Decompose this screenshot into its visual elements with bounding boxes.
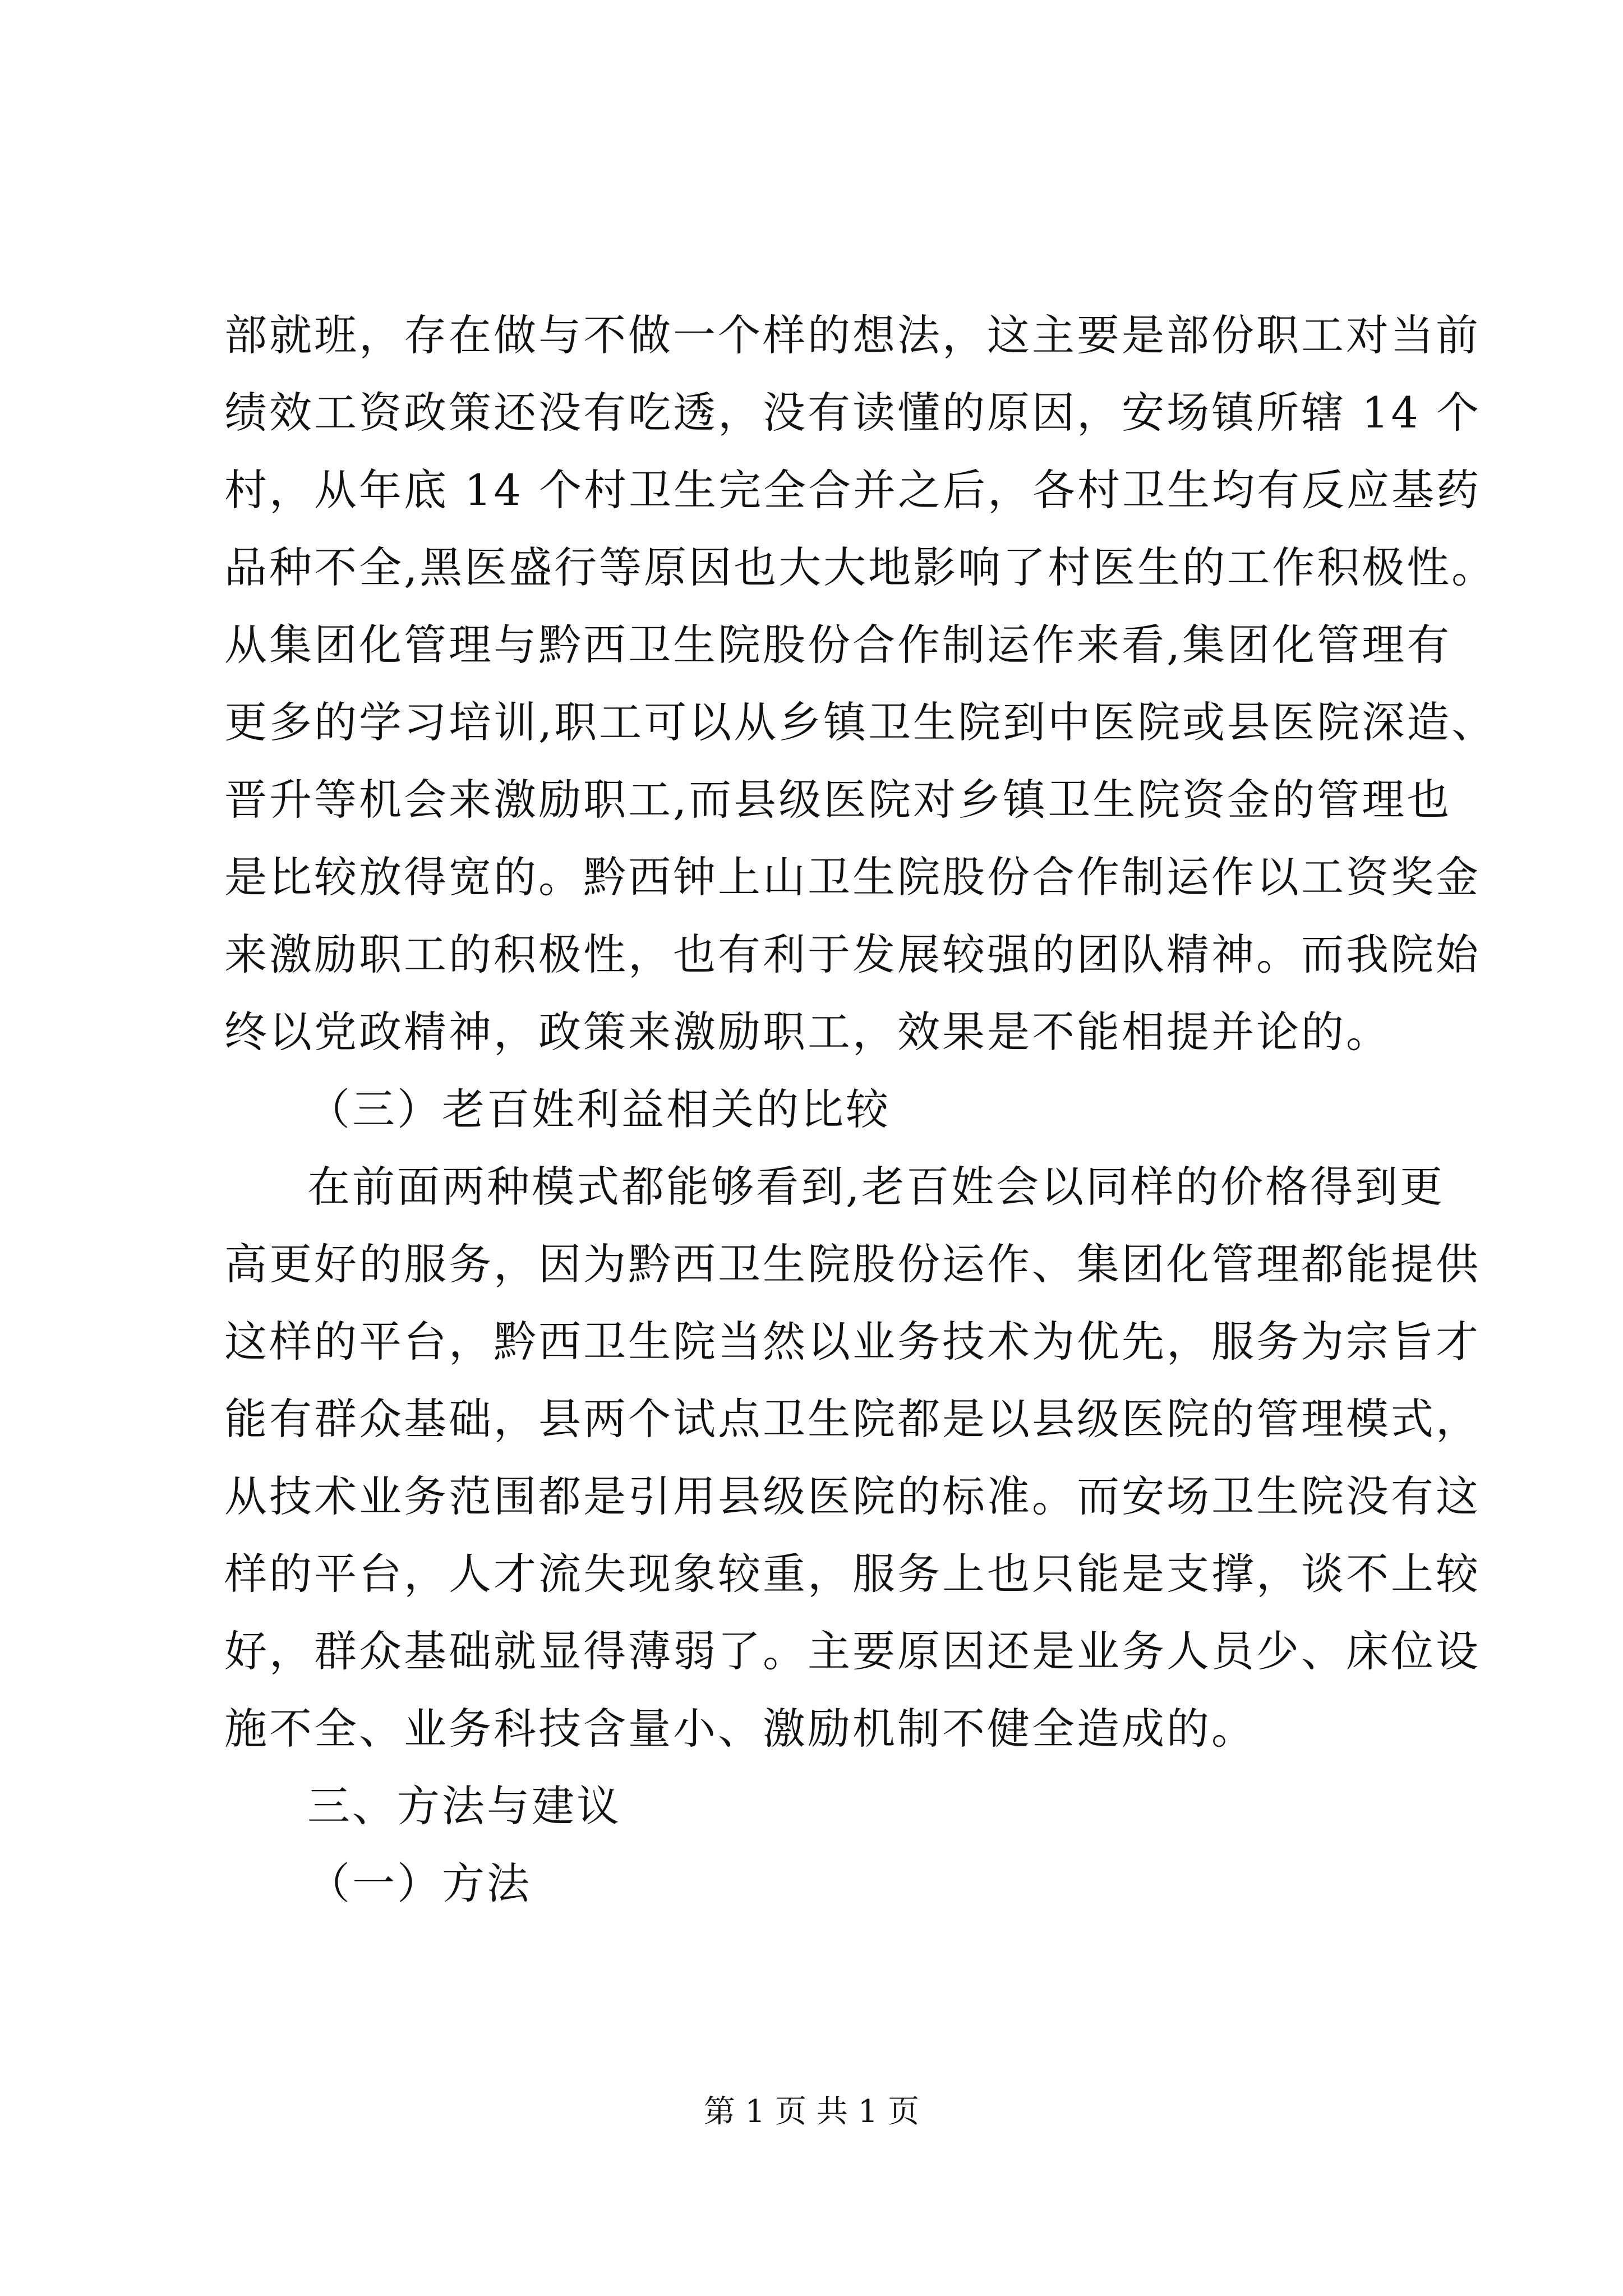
body-text-line: 能有群众基础，县两个试点卫生院都是以县级医院的管理模式， [224, 1394, 1481, 1444]
body-text-line: 在前面两种模式都能够看到,老百姓会以同样的价格得到更 [307, 1162, 1445, 1212]
body-text-line: 终以党政精神，政策来激励职工，效果是不能相提并论的。 [224, 1007, 1391, 1057]
body-text-line: 来激励职工的积极性，也有利于发展较强的团队精神。而我院始 [224, 930, 1481, 979]
body-text-line: 是比较放得宽的。黔西钟上山卫生院股份合作制运作以工资奖金 [224, 852, 1481, 902]
section-heading: 三、方法与建议 [307, 1781, 621, 1831]
section-heading: （三）老百姓利益相关的比较 [307, 1084, 891, 1134]
body-text-line: 从技术业务范围都是引用县级医院的标准。而安场卫生院没有这 [224, 1471, 1481, 1521]
body-text-line: 部就班，存在做与不做一个样的想法，这主要是部份职工对当前 [224, 310, 1481, 360]
body-text-line: 高更好的服务，因为黔西卫生院股份运作、集团化管理都能提供 [224, 1239, 1481, 1289]
body-text-line: 品种不全,黑医盛行等原因也大大地影响了村医生的工作积极性。 [224, 542, 1497, 592]
body-text-line: 从集团化管理与黔西卫生院股份合作制运作来看,集团化管理有 [224, 620, 1452, 670]
subsection-heading: （一）方法 [307, 1858, 532, 1908]
body-text-line: 晋升等机会来激励职工,而县级医院对乡镇卫生院资金的管理也 [224, 775, 1452, 825]
page-footer: 第 1 页 共 1 页 [703, 2093, 920, 2130]
body-text-line: 这样的平台，黔西卫生院当然以业务技术为优先，服务为宗旨才 [224, 1317, 1481, 1366]
body-text-line: 样的平台，人才流失现象较重，服务上也只能是支撑，谈不上较 [224, 1549, 1481, 1599]
body-text-line: 更多的学习培训,职工可以从乡镇卫生院到中医院或县医院深造、 [224, 697, 1497, 747]
body-text-line: 好，群众基础就显得薄弱了。主要原因还是业务人员少、床位设 [224, 1626, 1481, 1676]
body-text-line: 施不全、业务科技含量小、激励机制不健全造成的。 [224, 1704, 1256, 1754]
body-text-line: 绩效工资政策还没有吃透，没有读懂的原因，安场镇所辖 14 个 [224, 388, 1482, 438]
body-text-line: 村，从年底 14 个村卫生完全合并之后，各村卫生均有反应基药 [224, 465, 1482, 515]
